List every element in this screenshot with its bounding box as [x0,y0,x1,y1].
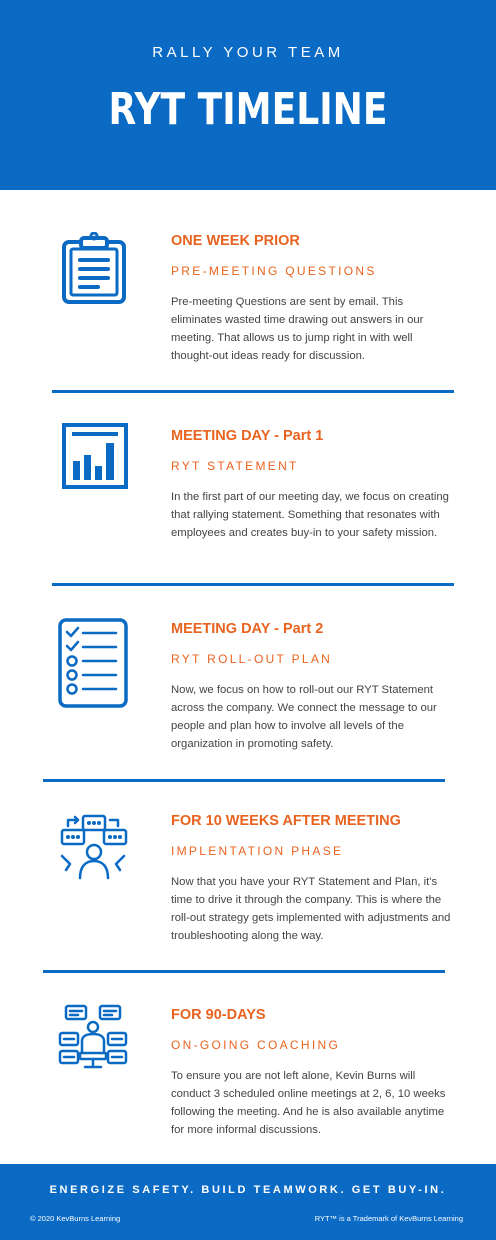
step-heading: MEETING DAY - Part 1 [171,428,324,444]
online-meeting-icon [58,1003,130,1075]
step-heading: FOR 10 WEEKS AFTER MEETING [171,813,401,829]
footer-tagline: ENERGIZE SAFETY. BUILD TEAMWORK. GET BUY-IN. [49,1184,447,1196]
step-subheading: IMPLENTATION PHASE [171,844,344,858]
header-kicker: RALLY YOUR TEAM [152,44,344,61]
step-description: To ensure you are not left alone, Kevin Burns will conduct 3 scheduled online meetings at 2, 6, 10 weeks following the meeting. And he is also available anytime for more informal discussions. [171,1070,446,1136]
step-description: In the first part of our meeting day, we focus on creating that rallying statement. Something that resonates with employees and creates buy-in to your safety mission. [171,491,449,539]
step-subheading: RYT ROLL-OUT PLAN [171,652,333,666]
footer-banner [0,1164,496,1240]
step-description: Pre-meeting Questions are sent by email. This eliminates wasted time drawing out answers in our meeting. That allows us to jump right in with well thought-out ideas ready for discussion. [171,296,424,362]
page-title: RYT TIMELINE [108,84,388,135]
step-heading: FOR 90-DAYS [171,1007,266,1023]
checklist-icon [58,618,128,708]
step-heading: ONE WEEK PRIOR [171,233,300,249]
copyright-notice: © 2020 KevBurns Learning [30,1214,121,1223]
step-description: Now, we focus on how to roll-out our RYT Statement across the company. We connect the message to our people and plan how to involve all levels of the organization in promoting safety. [171,684,437,750]
step-heading: MEETING DAY - Part 2 [171,621,324,637]
section-divider [43,779,445,782]
section-divider [52,583,454,586]
step-subheading: PRE-MEETING QUESTIONS [171,264,377,278]
section-divider [52,390,454,393]
bar-chart-icon [62,423,128,489]
step-subheading: ON-GOING COACHING [171,1038,341,1052]
trademark-notice: RYT™ is a Trademark of KevBurns Learning [314,1214,463,1223]
discussion-icon [58,812,128,882]
section-divider [43,970,445,973]
step-description: Now that you have your RYT Statement and Plan, it's time to drive it through the company. This is where the roll-out strategy gets implemented with adjustments and troubleshooting along the way. [171,876,451,942]
header-banner [0,0,496,190]
clipboard-icon [58,232,130,304]
step-subheading: RYT STATEMENT [171,459,299,473]
